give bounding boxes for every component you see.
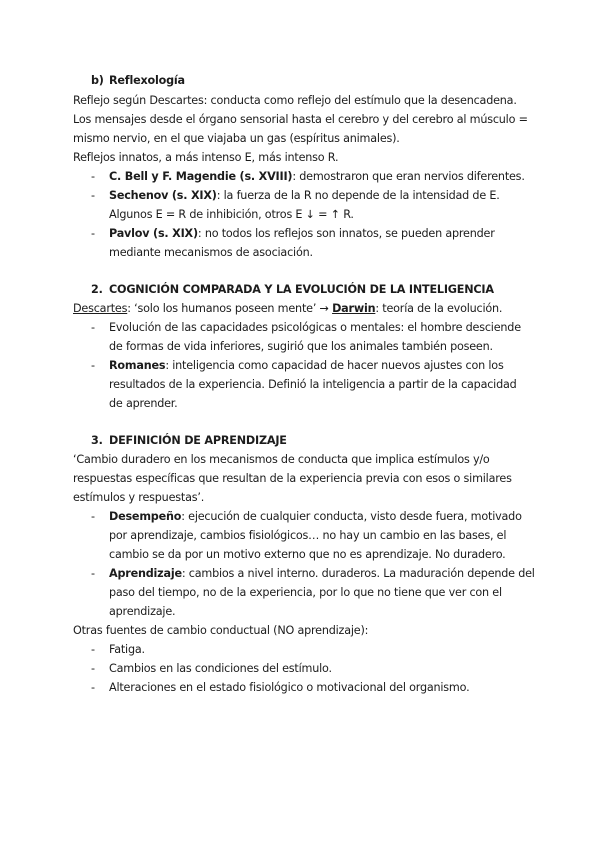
list-item-term: Pavlov (s. XIX) (109, 227, 198, 240)
list-item-continuation: por aprendizaje, cambios fisiológicos… no hay un cambio en las bases, el (109, 529, 507, 542)
list-bullet: - (91, 321, 95, 334)
paragraph: Reflejo según Descartes: conducta como reflejo del estímulo que la desencadena. (73, 94, 517, 107)
list-item (109, 224, 495, 243)
section-3-number: 3. (91, 434, 103, 447)
list-item-text: : no todos los reflejos son innatos, se pueden aprender (197, 227, 495, 240)
section-b-title: Reflexología (109, 74, 185, 87)
list-item-continuation: de aprender. (109, 397, 178, 410)
list-item-continuation: de formas de vida inferiores, sugirió que los animales también poseen. (109, 340, 493, 353)
section-2-title: COGNICIÓN COMPARADA Y LA EVOLUCIÓN DE LA INTELIGENCIA (109, 283, 494, 296)
list-item: Alteraciones en el estado fisiológico o motivacional del organismo. (109, 681, 470, 694)
list-bullet: - (91, 567, 95, 580)
list-item (109, 564, 535, 583)
list-item-text: : ejecución de cualquier conducta, visto desde fuera, motivado (181, 510, 522, 523)
intro-text: : teoría de la evolución. (375, 302, 503, 315)
section-2-intro (73, 299, 502, 318)
list-bullet: - (91, 227, 95, 240)
list-item-text: : demostraron que eran nervios diferentes. (292, 170, 525, 183)
section-2-number: 2. (91, 283, 103, 296)
list-item-continuation: resultados de la experiencia. Definió la inteligencia a partir de la capacidad (109, 378, 517, 391)
section-b-marker: b) (91, 74, 104, 87)
list-bullet: - (91, 662, 95, 675)
list-item (109, 167, 525, 186)
list-bullet: - (91, 681, 95, 694)
list-item-text: : inteligencia como capacidad de hacer nuevos ajustes con los (165, 359, 504, 372)
list-item-text: : cambios a nivel interno. duraderos. La maduración depende del (181, 567, 535, 580)
list-item-continuation: Algunos E = R de inhibición, otros E ↓ = ↑ R. (109, 208, 354, 221)
list-item: Cambios en las condiciones del estímulo. (109, 662, 332, 675)
list-item-continuation: paso del tiempo, no de la experiencia, por lo que no tiene que ver con el (109, 586, 502, 599)
list-item-term: Sechenov (s. XIX) (109, 189, 217, 202)
definition-quote: estímulos y respuestas’. (73, 491, 205, 504)
list-item-text: : la fuerza de la R no depende de la intensidad de E. (216, 189, 500, 202)
other-sources-intro: Otras fuentes de cambio conductual (NO aprendizaje): (73, 624, 369, 637)
list-item-term: Desempeño (109, 510, 182, 523)
list-item-term: Aprendizaje (109, 567, 182, 580)
list-item (109, 507, 522, 526)
descartes-link-text: Descartes (73, 302, 128, 315)
paragraph: mismo nervio, en el que viajaba un gas (espíritus animales). (73, 132, 400, 145)
definition-quote: respuestas específicas que resultan de la experiencia previa con esos o similares (73, 472, 512, 485)
paragraph: Los mensajes desde el órgano sensorial hasta el cerebro y del cerebro al músculo = (73, 113, 528, 126)
list-item-continuation: cambio se da por un motivo externo que no es aprendizaje. No duradero. (109, 548, 506, 561)
list-item (109, 356, 504, 375)
paragraph: Reflejos innatos, a más intenso E, más intenso R. (73, 151, 339, 164)
list-bullet: - (91, 170, 95, 183)
intro-text: : ‘solo los humanos poseen mente’ → (127, 302, 333, 315)
list-item-continuation: aprendizaje. (109, 605, 176, 618)
list-item-continuation: mediante mecanismos de asociación. (109, 246, 313, 259)
section-3-title: DEFINICIÓN DE APRENDIZAJE (109, 434, 287, 447)
list-item-term: C. Bell y F. Magendie (s. XVIII) (109, 170, 293, 183)
list-bullet: - (91, 189, 95, 202)
list-item (109, 186, 500, 205)
list-item-term: Romanes (109, 359, 166, 372)
darwin-link-text: Darwin (332, 302, 376, 315)
list-item: Fatiga. (109, 643, 145, 656)
list-bullet: - (91, 359, 95, 372)
list-bullet: - (91, 510, 95, 523)
definition-quote: ‘Cambio duradero en los mecanismos de conducta que implica estímulos y/o (73, 453, 490, 466)
list-bullet: - (91, 643, 95, 656)
list-item: Evolución de las capacidades psicológicas o mentales: el hombre desciende (109, 321, 521, 334)
